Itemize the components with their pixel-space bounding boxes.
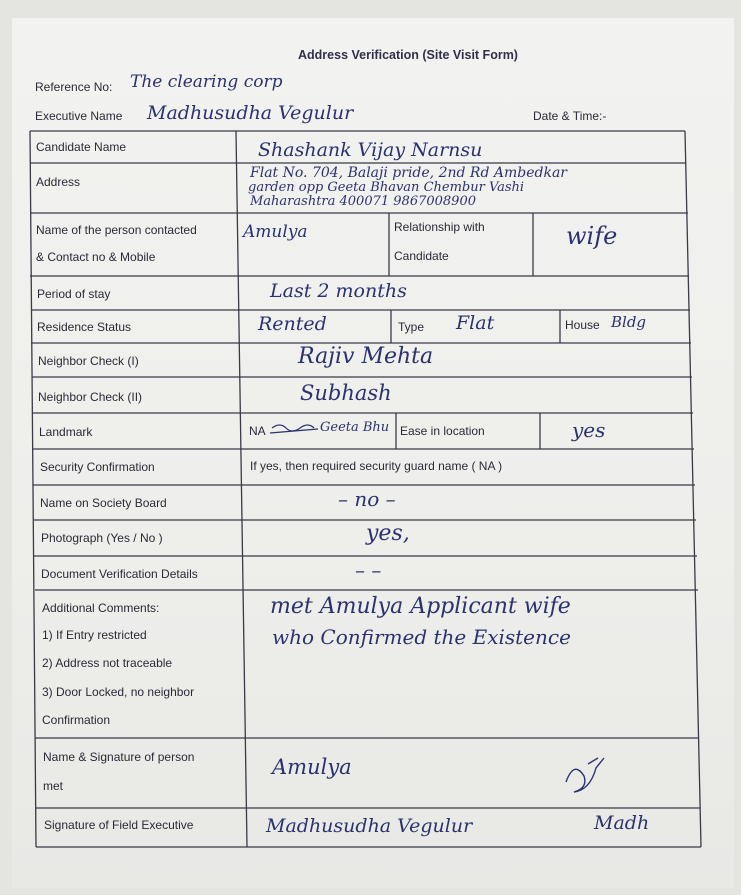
residence-label: Residence Status bbox=[37, 320, 132, 334]
residence-value: Rented bbox=[258, 313, 327, 335]
address-line-1: Flat No. 704, Balaji pride, 2nd Rd Ambedkar bbox=[250, 165, 567, 181]
candidate-name-label: Candidate Name bbox=[36, 140, 127, 154]
contact-value: Amulya bbox=[243, 222, 308, 242]
landmark-value: Geeta Bhu bbox=[320, 420, 390, 435]
landmark-na: NA bbox=[249, 424, 266, 438]
relationship-label-2: Candidate bbox=[394, 249, 449, 263]
relationship-label-1: Relationship with bbox=[394, 220, 485, 234]
document-label: Document Verification Details bbox=[41, 567, 198, 581]
document-value: – – bbox=[355, 558, 382, 582]
reference-value: The clearing corp bbox=[130, 72, 283, 92]
address-line-3: Maharashtra 400071 9867008900 bbox=[250, 194, 476, 209]
form-title: Address Verification (Site Visit Form) bbox=[298, 48, 518, 62]
photo-label: Photograph (Yes / No ) bbox=[41, 531, 163, 545]
executive-label: Executive Name bbox=[35, 109, 123, 123]
person-met-label-1: Name & Signature of person bbox=[43, 750, 195, 764]
neighbor-2-label: Neighbor Check (II) bbox=[38, 390, 143, 404]
comments-label-3b: Confirmation bbox=[42, 713, 111, 727]
comments-value-line-2: who Confirmed the Existence bbox=[272, 625, 571, 649]
house-label: House bbox=[565, 318, 600, 332]
comments-label-3a: 3) Door Locked, no neighbor bbox=[42, 685, 195, 699]
comments-label-2: 2) Address not traceable bbox=[42, 656, 173, 670]
candidate-name-value: Shashank Vijay Narnsu bbox=[258, 139, 483, 161]
executive-signature-mark bbox=[566, 758, 604, 792]
neighbor-1-label: Neighbor Check (I) bbox=[38, 354, 139, 368]
photo-value: yes, bbox=[366, 521, 410, 546]
neighbor-1-value: Rajiv Mehta bbox=[298, 344, 434, 369]
landmark-label: Landmark bbox=[39, 425, 93, 439]
comments-label-1: 1) If Entry restricted bbox=[42, 628, 147, 642]
address-line-2: garden opp Geeta Bhavan Chembur Vashi bbox=[248, 180, 525, 195]
society-label: Name on Society Board bbox=[40, 496, 167, 510]
datetime-label: Date & Time:- bbox=[533, 109, 607, 123]
house-value: Bldg bbox=[611, 313, 647, 331]
comments-value-line-1: met Amulya Applicant wife bbox=[270, 594, 571, 619]
relationship-value: wife bbox=[566, 222, 618, 250]
contact-label-2: & Contact no & Mobile bbox=[36, 250, 156, 264]
reference-label: Reference No: bbox=[35, 80, 113, 94]
security-label: Security Confirmation bbox=[40, 460, 155, 474]
neighbor-2-value: Subhash bbox=[300, 381, 392, 405]
period-value: Last 2 months bbox=[270, 280, 407, 302]
person-met-label-2: met bbox=[43, 779, 64, 793]
person-met-value: Amulya bbox=[272, 755, 352, 779]
executive-value: Madhusudha Vegulur bbox=[147, 102, 354, 124]
ease-value: yes bbox=[572, 418, 606, 442]
field-exec-label: Signature of Field Executive bbox=[44, 818, 194, 832]
contact-label-1: Name of the person contacted bbox=[36, 223, 197, 237]
address-label: Address bbox=[36, 175, 81, 189]
society-value: – no – bbox=[338, 487, 396, 511]
field-exec-value: Madhusudha Vegulur bbox=[266, 815, 473, 837]
comments-label-title: Additional Comments: bbox=[42, 601, 160, 615]
type-label: Type bbox=[398, 320, 425, 334]
type-value: Flat bbox=[456, 312, 495, 334]
ease-label: Ease in location bbox=[400, 424, 485, 438]
landmark-strikeout bbox=[270, 425, 318, 433]
security-value: If yes, then required security guard name ( NA ) bbox=[250, 459, 503, 473]
period-label: Period of stay bbox=[37, 287, 111, 301]
field-exec-sign: Madh bbox=[594, 812, 650, 834]
